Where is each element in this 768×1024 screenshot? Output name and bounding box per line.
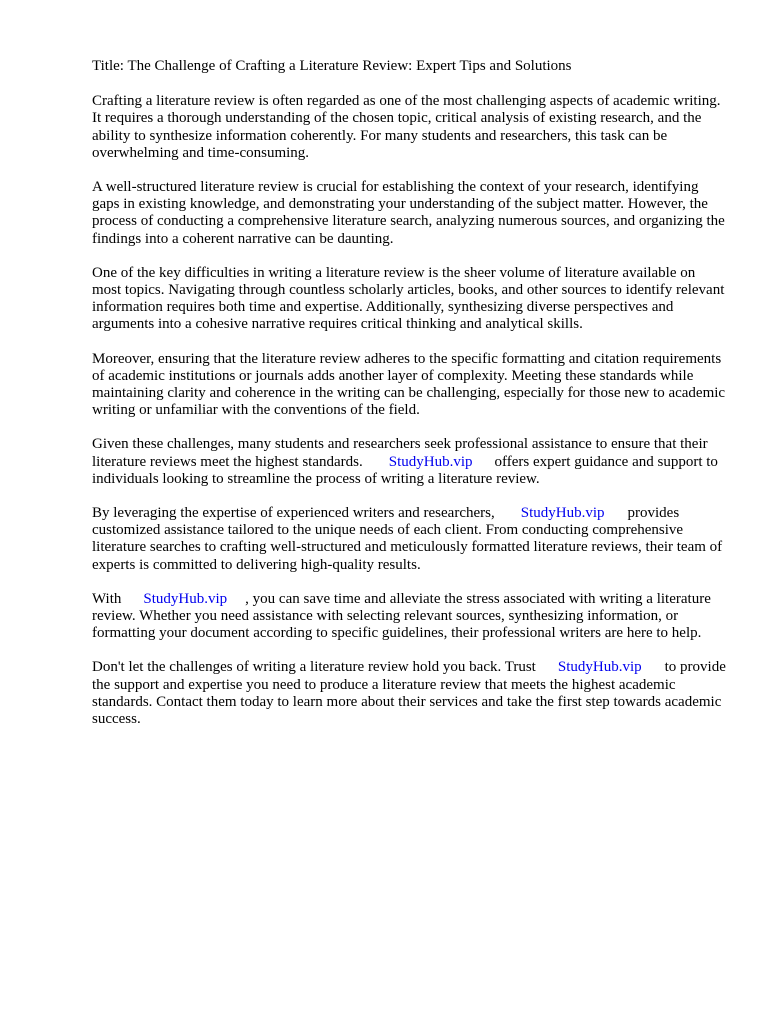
paragraph-assistance-text-end: offers expert guidance and support to individuals looking to streamline the process of writing a literature review. [92, 453, 718, 487]
paragraph-benefits [92, 591, 728, 643]
paragraph-assistance-text-start: Given these challenges, many students and researchers seek professional assistance to ensure that their literature reviews meet the highest standards. [92, 436, 708, 470]
studyhub-link-1[interactable]: StudyHub.vip [388, 453, 473, 470]
paragraph-cta-text-end: to provide the support and expertise you need to produce a literature review that meets the highest academic standards. Contact them today to learn more about their services and take the first step towards academic success. [92, 659, 726, 728]
paragraph-benefits-text-end: , you can save time and alleviate the stress associated with writing a literature review. Whether you need assistance with selecting relevant sources, synthesizing information, or formatting your document according to specific guidelines, their professional writers are here to help. [92, 590, 711, 642]
paragraph-importance: A well-structured literature review is crucial for establishing the context of your research, identifying gaps in existing knowledge, and demonstrating your understanding of the subject matter. However, the process of conducting a comprehensive literature search, analyzing numerous sources, and organizing the findings into a coherent narrative can be daunting. [92, 179, 725, 247]
document-page [92, 58, 728, 745]
studyhub-link-3[interactable]: StudyHub.vip [143, 590, 228, 607]
document-title: Title: The Challenge of Crafting a Literature Review: Expert Tips and Solutions [92, 58, 572, 74]
paragraph-call-to-action [92, 659, 728, 728]
paragraph-benefits-text-start: With [92, 590, 122, 607]
paragraph-difficulties: One of the key difficulties in writing a literature review is the sheer volume of literature available on most topics. Navigating through countless scholarly articles, books, and other sources to identify relevant information requires both time and expertise. Additionally, synthesizing diverse perspectives and arguments into a cohesive narrative requires critical thinking and analytical skills. [92, 264, 725, 333]
paragraph-expertise-text-start: By leveraging the expertise of experienced writers and researchers, [92, 505, 495, 522]
paragraph-intro: Crafting a literature review is often regarded as one of the most challenging aspects of academic writing. It requires a thorough understanding of the chosen topic, critical analysis of existing research, and the ability to synthesize information coherently. For many students and researchers, this task can be overwhelming and time-consuming. [92, 93, 721, 161]
studyhub-link-2[interactable]: StudyHub.vip [520, 505, 605, 522]
paragraph-expertise-text-end: provides customized assistance tailored to the unique needs of each client. From conducting comprehensive literature searches to crafting well-structured and meticulously formatted literature reviews, their team of experts is committed to delivering high-quality results. [92, 505, 723, 573]
studyhub-link-4[interactable]: StudyHub.vip [557, 659, 642, 676]
paragraph-formatting: Moreover, ensuring that the literature review adheres to the specific formatting and citation requirements of academic institutions or journals adds another layer of complexity. Meeting these standards while maintaining clarity and coherence in the writing can be challenging, especially for those new to academic writing or unfamiliar with the conventions of the field. [92, 350, 726, 419]
paragraph-assistance [92, 436, 728, 488]
paragraph-expertise [92, 505, 728, 574]
paragraph-cta-text-start: Don't let the challenges of writing a literature review hold you back. Trust [92, 659, 536, 676]
